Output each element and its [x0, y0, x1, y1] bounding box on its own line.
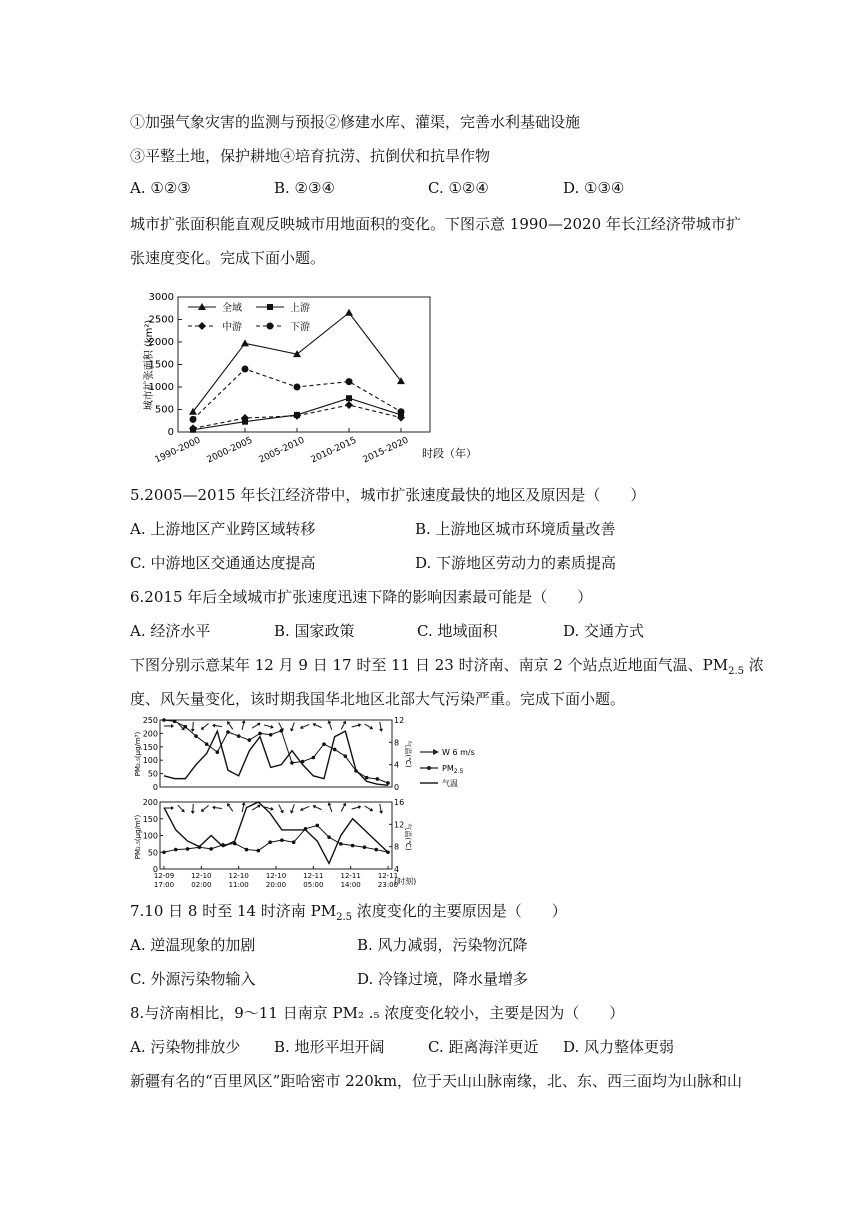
wind-shaft [215, 726, 222, 727]
wind-shaft [352, 807, 359, 809]
wind-shaft [303, 724, 309, 727]
q7-option-d[interactable]: D. 冷锋过境，降水量增多 [357, 970, 529, 988]
chart2-nanjing-temp-tick-label: 8 [394, 842, 400, 852]
wind-shaft [330, 723, 332, 730]
chart2-jinan-ytick-label: 200 [142, 729, 158, 739]
chart2-nanjing-pm25-point [245, 848, 249, 852]
chart2-jinan-pm25-point [173, 720, 177, 724]
chart2-jinan-wind-arrow [191, 722, 196, 732]
wind-head [257, 721, 262, 726]
chart2-nanjing-pm25-point [257, 849, 261, 853]
chart1-ytick-label: 1500 [148, 359, 174, 371]
chart1-ytick-label: 2000 [148, 337, 174, 348]
chart2-nanjing-pm25-point [351, 844, 355, 848]
chart2-jinan-frame [160, 720, 392, 787]
q6-option-b[interactable]: B. 国家政策 [274, 622, 355, 640]
wind-head [212, 805, 216, 809]
chart2-nanjing-wind-arrow [225, 802, 234, 812]
intro2-text-b: 浓 [744, 656, 764, 674]
chart2-jinan-wind-arrow [299, 723, 310, 731]
chart2-nanjing-temp-label: 气温(℃) [404, 823, 412, 851]
chart2-xtick-time: 02:00 [191, 881, 212, 889]
chart2-jinan-ytick-label: 0 [152, 783, 158, 792]
chart1-ytick-label: 0 [167, 427, 174, 438]
q8-option-d[interactable]: D. 风力整体更弱 [563, 1038, 675, 1056]
wind-shaft [380, 804, 381, 811]
wind-head [379, 729, 383, 733]
chart1-legend-label: 中游 [222, 322, 242, 333]
wind-shaft [365, 806, 371, 810]
chart1-data-point [346, 378, 353, 385]
q8-option-b[interactable]: B. 地形平坦开阔 [274, 1038, 385, 1056]
intro2-subscript: 2.5 [728, 666, 745, 677]
intro-text-line-1: 城市扩张面积能直观反映城市用地面积的变化。下图示意 1990—2020 年长江经济带城市扩 [130, 215, 741, 233]
chart2-nanjing-frame [160, 802, 392, 869]
wind-shaft [279, 722, 282, 728]
q7-stem [130, 900, 567, 923]
chart2-nanjing-pm25-point [174, 848, 178, 852]
wind-head [369, 808, 374, 813]
chart2-xtick-time: 05:00 [303, 881, 324, 889]
chart1-xtick-label: 1990-2000 [153, 435, 203, 466]
chart2-xtick-time: 23:00 [377, 881, 399, 889]
wind-shaft [178, 805, 183, 810]
wind-shaft [203, 723, 208, 727]
intro2-line-1 [130, 654, 764, 677]
chart2-jinan-wind-arrow [378, 722, 384, 733]
chart2-plot [162, 718, 390, 863]
legend-pm25-text: PM [442, 764, 454, 773]
chart1-legend-marker [198, 322, 206, 330]
intro3-line-1: 新疆有名的“百里风区”距哈密市 220km，位于天山山脉南缘，北、东、西三面均为山脉和山 [130, 1072, 743, 1090]
q7-option-c[interactable]: C. 外源污染物输入 [130, 970, 256, 988]
chart1-ytick-label: 2500 [148, 314, 174, 326]
wind-shaft [303, 806, 309, 809]
chart1-data-point [345, 309, 353, 316]
chart2-nanjing-wind-arrow [200, 804, 210, 813]
chart2-nanjing-temp-tick-label: 16 [394, 798, 405, 807]
chart2-nanjing-ytick-label: 100 [142, 831, 158, 841]
chart2-nanjing-pm25-point [363, 845, 367, 849]
chart2-jinan-pm25-line [164, 720, 388, 783]
chart2-nanjing-ytick-label: 0 [152, 865, 158, 874]
chart1-xtick-label: 2000-2005 [205, 435, 255, 466]
chart2-nanjing-pm25-point [162, 850, 166, 854]
chart2-xtick-date: 12-10 [265, 872, 287, 880]
q7-option-b[interactable]: B. 风力减弱，污染物沉降 [357, 936, 528, 954]
intro-text-line-2: 张速度变化。完成下面小题。 [130, 249, 326, 267]
wind-shaft [330, 805, 332, 812]
chart2-nanjing-temp-tick-label: 4 [394, 865, 400, 874]
q5-option-a[interactable]: A. 上游地区产业跨区域转移 [130, 520, 316, 538]
wind-shaft [292, 722, 294, 729]
chart2-jinan-ytick-label: 50 [147, 769, 158, 779]
wind-shaft [242, 805, 243, 812]
pm25-temperature-chart [130, 712, 570, 892]
wind-shaft [380, 722, 381, 729]
chart2-nanjing-pm25-point [327, 835, 331, 839]
chart2-jinan-ytick-label: 150 [142, 742, 158, 752]
q6-option-a[interactable]: A. 经济水平 [130, 622, 211, 640]
measures-line-2: ③平整土地，保护耕地④培育抗涝、抗倒伏和抗旱作物 [130, 147, 491, 165]
wind-shaft [365, 724, 371, 728]
chart2-jinan-pm25-point [226, 730, 230, 734]
chart2-xtick-date: 12-09 [153, 872, 175, 880]
chart2-nanjing-temp-line [164, 802, 388, 863]
q5-option-d[interactable]: D. 下游地区劳动力的素质提高 [415, 554, 617, 572]
chart2-nanjing-pm25-point [315, 824, 319, 828]
chart1-data-point [294, 384, 301, 391]
wind-head [280, 810, 285, 814]
q8-option-a[interactable]: A. 污染物排放少 [130, 1038, 241, 1056]
chart2-nanjing-ytick-label: 50 [147, 848, 158, 858]
wind-head [270, 807, 274, 812]
wind-head [312, 722, 316, 727]
chart2-jinan-temp-tick-label: 8 [394, 738, 400, 748]
q4-option-c[interactable]: C. ①②④ [428, 179, 489, 197]
q4-option-d[interactable]: D. ①③④ [563, 179, 625, 197]
chart2-nanjing-wind-arrow [339, 802, 347, 813]
chart2-nanjing-wind-arrow [312, 804, 323, 812]
chart2-jinan-pm25-point [290, 761, 294, 765]
wind-head [299, 807, 303, 812]
q8-stem: 8.与济南相比，9～11 日南京 PM₂ .₅ 浓度变化较小，主要是因为（ ） [130, 1004, 625, 1022]
wind-head [191, 811, 195, 814]
legend-pm25-sub: 2.5 [453, 768, 464, 775]
chart2-nanjing-wind-arrow [212, 805, 222, 810]
chart2-jinan-pm25-point [312, 756, 316, 760]
q5-option-c[interactable]: C. 中游地区交通通达度提高 [130, 554, 316, 572]
q6-option-c[interactable]: C. 地域面积 [417, 622, 498, 640]
chart2-xtick-time: 17:00 [153, 881, 175, 889]
chart2-jinan-wind-arrow [339, 720, 347, 731]
legend-wind: W 6 m/s [442, 748, 475, 757]
q8-option-c[interactable]: C. 距离海洋更近 [428, 1038, 539, 1056]
chart2-nanjing-pm25-point [268, 840, 272, 844]
chart1-plot [178, 297, 430, 433]
chart2-jinan-pm25-point [194, 734, 198, 738]
chart2-legend [420, 748, 475, 788]
chart1-legend-marker [267, 304, 273, 310]
wind-shaft [292, 804, 294, 811]
chart2-jinan-temp-line [164, 731, 388, 785]
wind-head [171, 806, 174, 810]
chart2-xtick-time: 20:00 [265, 881, 287, 889]
chart2-jinan-pm25-point [365, 776, 369, 780]
chart1-ylabel: 城市扩张面积 (km²) [144, 319, 155, 411]
chart1-legend-label: 上游 [290, 303, 310, 314]
chart1-xticks [154, 428, 411, 465]
wind-shaft [279, 804, 282, 810]
q7-stem-b: 浓度变化的主要原因是（ ） [352, 902, 567, 920]
chart2-jinan-wind-arrow [251, 721, 262, 730]
chart1-ytick-label: 500 [154, 404, 174, 416]
wind-shaft [315, 807, 321, 810]
chart2-axes [143, 716, 404, 874]
legend-temp: 气温 [442, 779, 458, 788]
chart2-xtick-date: 12-10 [228, 872, 249, 880]
chart1-xtick-label: 2010-2015 [309, 435, 359, 466]
wind-shaft [352, 725, 359, 727]
chart2-nanjing-ytick-label: 200 [142, 798, 158, 807]
chart2-nanjing-wind-arrow [327, 802, 334, 813]
wind-shaft [264, 725, 271, 727]
chart1-xtick-label: 2005-2010 [257, 435, 307, 466]
chart2-jinan-pm25-point [376, 777, 380, 781]
wind-shaft [242, 723, 243, 730]
chart2-jinan-wind-arrow [289, 722, 296, 733]
q6-stem: 6.2015 年后全域城市扩张速度迅速下降的影响因素最可能是（ ） [130, 588, 593, 606]
wind-shaft [229, 724, 233, 730]
chart2-jinan-wind-arrow [164, 724, 174, 728]
chart2-xtick-time: 14:00 [340, 881, 361, 889]
wind-shaft [252, 806, 258, 810]
intro2-line-2: 度、风矢量变化，该时期我国华北地区北部大气污染严重。完成下面小题。 [130, 690, 626, 708]
chart1-legend [188, 301, 310, 333]
chart2-nanjing-pm25-point [209, 847, 213, 851]
chart2-xtick-date: 12-11 [377, 872, 399, 880]
chart2-nanjing-pm25-point [186, 847, 190, 851]
chart2-jinan-wind-arrow [225, 720, 234, 730]
chart2-jinan-pm25-point [386, 781, 390, 785]
chart2-jinan-ytick-label: 250 [142, 716, 158, 725]
wind-shaft [229, 806, 233, 812]
wind-shaft [341, 805, 344, 811]
q7-option-a[interactable]: A. 逆温现象的加剧 [130, 936, 256, 954]
chart2-xlabel: (时刻) [394, 877, 417, 886]
chart2-nanjing-wind-arrow [364, 804, 375, 813]
chart1-data-point [241, 339, 249, 346]
wind-head [358, 723, 362, 728]
chart1-ytick-label: 1000 [148, 382, 174, 393]
chart1-data-point [346, 395, 352, 401]
chart1-data-point [345, 401, 353, 409]
q6-option-d[interactable]: D. 交通方式 [563, 622, 645, 640]
chart2-jinan-wind-arrow [312, 722, 323, 730]
chart2-jinan-wind-arrow [327, 720, 334, 731]
chart2-nanjing-pm25-line [164, 825, 388, 852]
chart2-jinan-pm25-point [333, 748, 337, 752]
chart2-nanjing-wind-arrow [299, 805, 310, 813]
chart1-ytick-label: 3000 [148, 292, 174, 303]
chart2-nanjing-wind-arrow [378, 804, 384, 815]
chart2-jinan-ylabel: PM₂.₅(μg/m³) [134, 731, 142, 777]
wind-head [379, 811, 383, 815]
wind-head [212, 723, 216, 727]
chart2-jinan-wind-arrow [200, 722, 210, 731]
chart2-nanjing-temp-tick-label: 12 [394, 820, 405, 830]
q4-option-a[interactable]: A. ①②③ [130, 179, 191, 197]
chart2-jinan-temp-tick-label: 12 [394, 716, 405, 725]
wind-head [270, 725, 274, 730]
chart1-yticks [149, 292, 182, 438]
wind-head [369, 726, 374, 731]
q4-option-b[interactable]: B. ②③④ [274, 179, 335, 197]
chart2-jinan-wind-arrow [240, 720, 246, 731]
legend-pm25 [442, 764, 463, 775]
chart2-jinan-wind-arrow [364, 722, 375, 731]
chart2-nanjing-wind-arrow [191, 804, 196, 814]
chart2-nanjing-wind-arrow [289, 804, 296, 815]
chart1-legend-label: 全域 [222, 303, 242, 314]
chart2-xtick-time: 11:00 [228, 881, 249, 889]
wind-shaft [203, 805, 208, 809]
wind-shaft [252, 724, 258, 728]
urban-expansion-chart [130, 285, 490, 470]
q7-stem-sub: 2.5 [336, 912, 352, 923]
chart2-nanjing-wind-arrow [351, 805, 362, 811]
chart2-nanjing-wind-arrow [176, 804, 186, 814]
wind-head [289, 728, 294, 732]
chart2-jinan-pm25-point [237, 734, 241, 738]
chart2-jinan-temp-tick-label: 0 [394, 783, 400, 792]
chart2-jinan-temp-tick-label: 4 [394, 760, 400, 770]
q5-stem: 5.2005—2015 年长江经济带中，城市扩张速度最快的地区及原因是（ ） [130, 486, 646, 504]
q7-stem-a: 7.10 日 8 时至 14 时济南 PM [130, 902, 337, 920]
chart1-data-point [398, 408, 405, 415]
wind-shaft [341, 723, 344, 729]
chart2-xtick-date: 12-11 [340, 872, 361, 880]
wind-head [312, 804, 316, 809]
chart2-nanjing-pm25-point [339, 842, 343, 846]
chart1-legend-marker [267, 323, 274, 330]
chart1-xtick-label: 2015-2020 [361, 435, 411, 466]
chart2-jinan-pm25-point [162, 718, 166, 722]
chart2-jinan-wind-arrow [212, 723, 222, 728]
wind-head [171, 724, 174, 728]
chart2-nanjing-pm25-point [292, 840, 296, 844]
wind-shaft [315, 725, 321, 728]
chart2-jinan-pm25-point [322, 742, 326, 746]
chart1-data-point [190, 416, 197, 423]
wind-head [289, 810, 294, 814]
chart2-jinan-pm25-point [205, 742, 209, 746]
chart2-nanjing-pm25-point [374, 848, 378, 852]
chart1-data-point [242, 366, 249, 373]
measures-line-1: ①加强气象灾害的监测与预报②修建水库、灌渠，完善水利基础设施 [130, 113, 581, 131]
chart2-jinan-wind-arrow [351, 723, 362, 729]
chart2-xtick-date: 12-11 [303, 872, 324, 880]
chart2-jinan-temp-label: 气温(℃) [404, 740, 412, 768]
chart2-nanjing-pm25-point [280, 838, 284, 842]
intro2-text-a: 下图分别示意某年 12 月 9 日 17 时至 11 日 23 时济南、南京 2 个站点近地面气温、PM [130, 656, 729, 674]
chart2-xtick-date: 12-10 [191, 872, 212, 880]
wind-shaft [215, 808, 222, 809]
chart2-nanjing-ytick-label: 150 [142, 814, 158, 824]
chart2-jinan-pm25-point [216, 750, 220, 754]
chart1-legend-label: 下游 [290, 322, 310, 333]
chart2-jinan-pm25-point [248, 738, 252, 742]
chart2-jinan-pm25-point [269, 733, 273, 737]
chart1-xlabel: 时段（年） [422, 447, 477, 460]
chart2-jinan-pm25-point [258, 732, 262, 736]
chart2-nanjing-ylabel: PM₂.₅(μg/m³) [134, 814, 142, 860]
chart2-jinan-wind-arrow [264, 723, 275, 730]
wind-head [358, 805, 362, 810]
chart2-jinan-ytick-label: 100 [142, 756, 158, 766]
chart2-jinan-pm25-point [344, 754, 348, 758]
q5-option-b[interactable]: B. 上游地区城市环境质量改善 [415, 520, 616, 538]
chart2-nanjing-wind-arrow [277, 804, 285, 815]
wind-head [299, 725, 303, 730]
